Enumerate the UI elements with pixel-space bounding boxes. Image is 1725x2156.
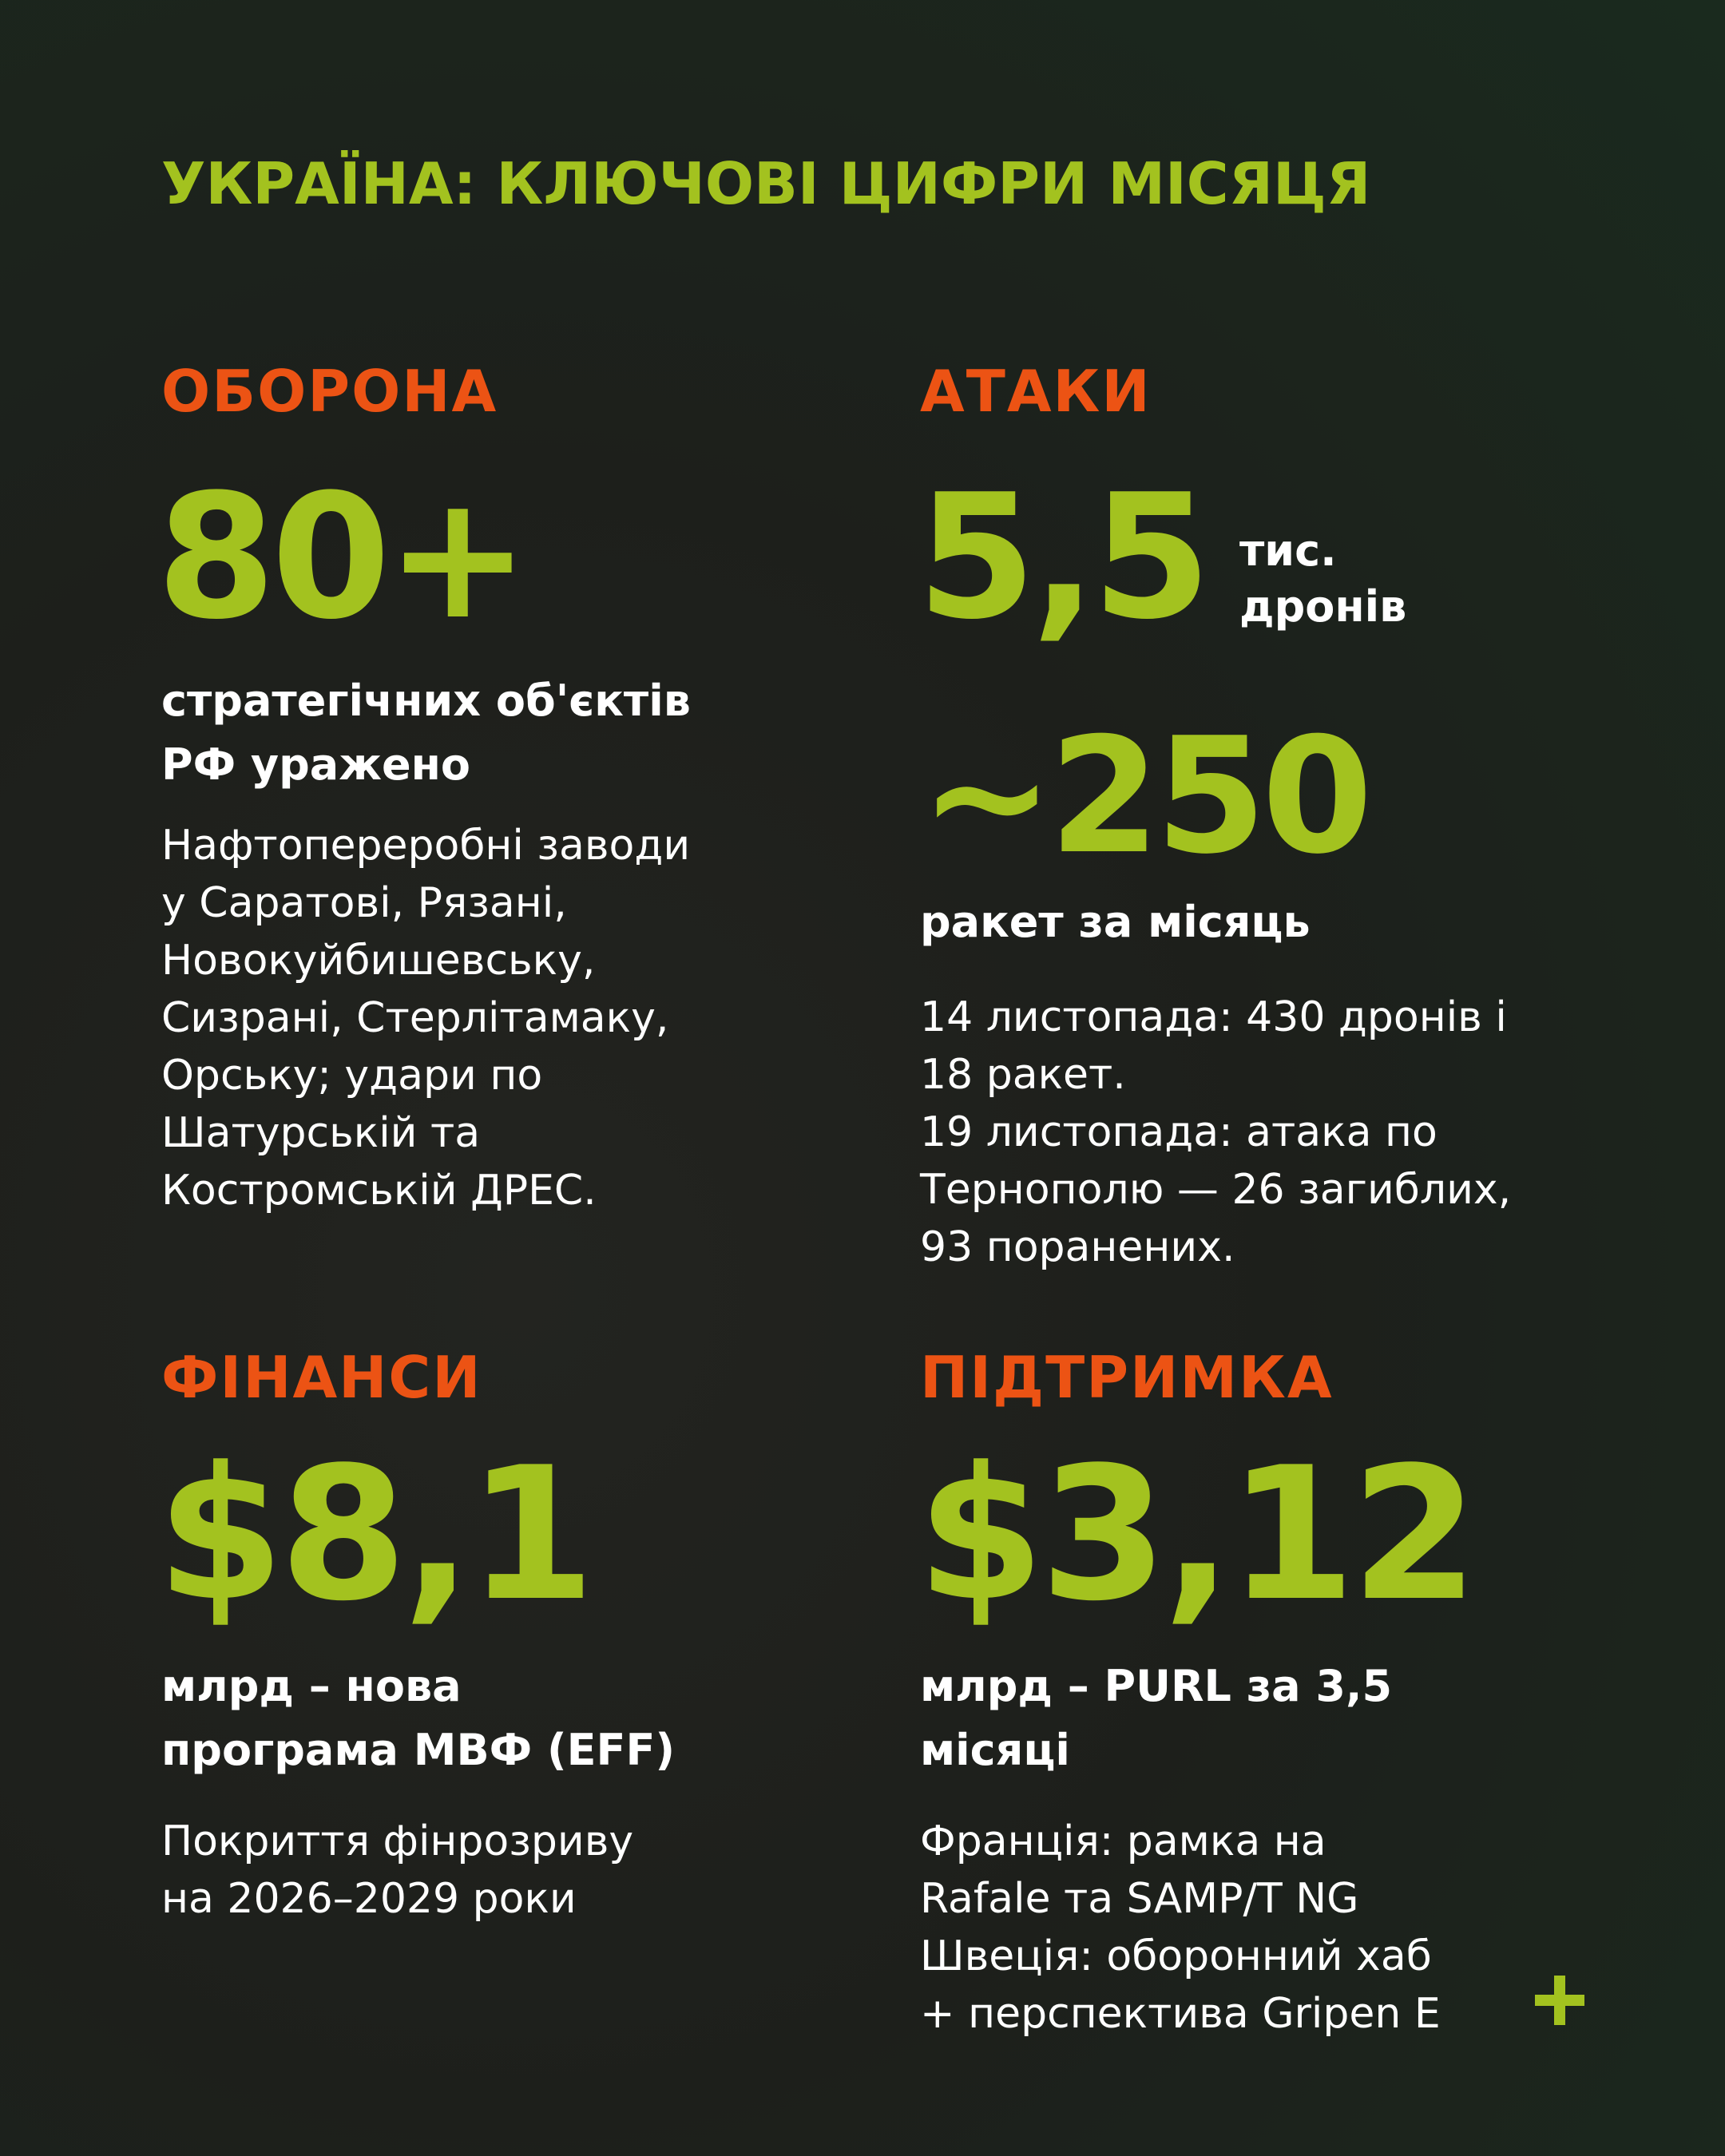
support-subtitle-line: місяці [920, 1725, 1070, 1775]
attacks-value: 5,5 [917, 457, 1207, 657]
defense-detail-line: Нафтопереробні заводи [161, 822, 691, 870]
defense-subtitle-line: РФ уражено [161, 739, 470, 790]
finance-detail-line: на 2026–2029 роки [161, 1875, 577, 1923]
support-value: $3,12 [917, 1429, 1474, 1642]
attacks-detail-line: 18 ракет. [920, 1051, 1126, 1099]
support-detail-line: + перспектива Gripen E [920, 1990, 1441, 2038]
defense-heading: ОБОРОНА [161, 358, 498, 425]
plus-icon [1535, 1976, 1584, 2025]
attacks-unit [1239, 523, 1406, 635]
defense-detail-line: Орську; удари по [161, 1052, 543, 1100]
finance-heading: ФІНАНСИ [161, 1344, 482, 1411]
defense-detail-line: Костромській ДРЕС. [161, 1167, 597, 1215]
support-subtitle [920, 1655, 1392, 1782]
page-title: УКРАЇНА: КЛЮЧОВІ ЦИФРИ МІСЯЦЯ [161, 150, 1371, 217]
support-detail-line: Rafale та SAMP/T NG [920, 1875, 1359, 1923]
support-heading: ПІДТРИМКА [920, 1344, 1334, 1411]
defense-value: 80+ [157, 457, 525, 657]
finance-details [161, 1813, 633, 1928]
attacks-unit-line: тис. [1239, 525, 1337, 576]
support-detail-line: Франція: рамка на [920, 1817, 1326, 1865]
attacks-detail-line: 93 поранених. [920, 1223, 1235, 1271]
finance-value: $8,1 [157, 1429, 591, 1642]
defense-details [161, 817, 690, 1219]
defense-subtitle-line: стратегічних об'єктів [161, 676, 691, 726]
attacks-heading: АТАКИ [920, 358, 1152, 425]
defense-detail-line: Новокуйбишевську, [161, 937, 596, 985]
attacks-value2: ~250 [920, 703, 1369, 890]
defense-detail-line: у Саратові, Рязані, [161, 879, 567, 927]
defense-subtitle [161, 669, 691, 797]
finance-subtitle [161, 1655, 675, 1782]
attacks-detail-line: Тернополю — 26 загиблих, [920, 1166, 1512, 1214]
attacks-detail-line: 19 листопада: атака по [920, 1108, 1438, 1156]
support-subtitle-line: млрд – PURL за 3,5 [920, 1661, 1393, 1711]
finance-detail-line: Покриття фінрозриву [161, 1817, 634, 1865]
support-detail-line: Швеція: оборонний хаб [920, 1932, 1432, 1980]
finance-subtitle-line: млрд – нова [161, 1661, 462, 1711]
attacks-unit-line: дронів [1239, 581, 1407, 632]
finance-subtitle-line: програма МВФ (EFF) [161, 1725, 676, 1775]
attacks-detail-line: 14 листопада: 430 дронів і [920, 993, 1507, 1041]
attacks-subtitle2: ракет за місяць [920, 897, 1311, 947]
attacks-details [920, 989, 1511, 1276]
defense-detail-line: Сизрані, Стерлітамаку, [161, 994, 669, 1042]
defense-detail-line: Шатурській та [161, 1109, 481, 1157]
support-details [920, 1813, 1441, 2043]
